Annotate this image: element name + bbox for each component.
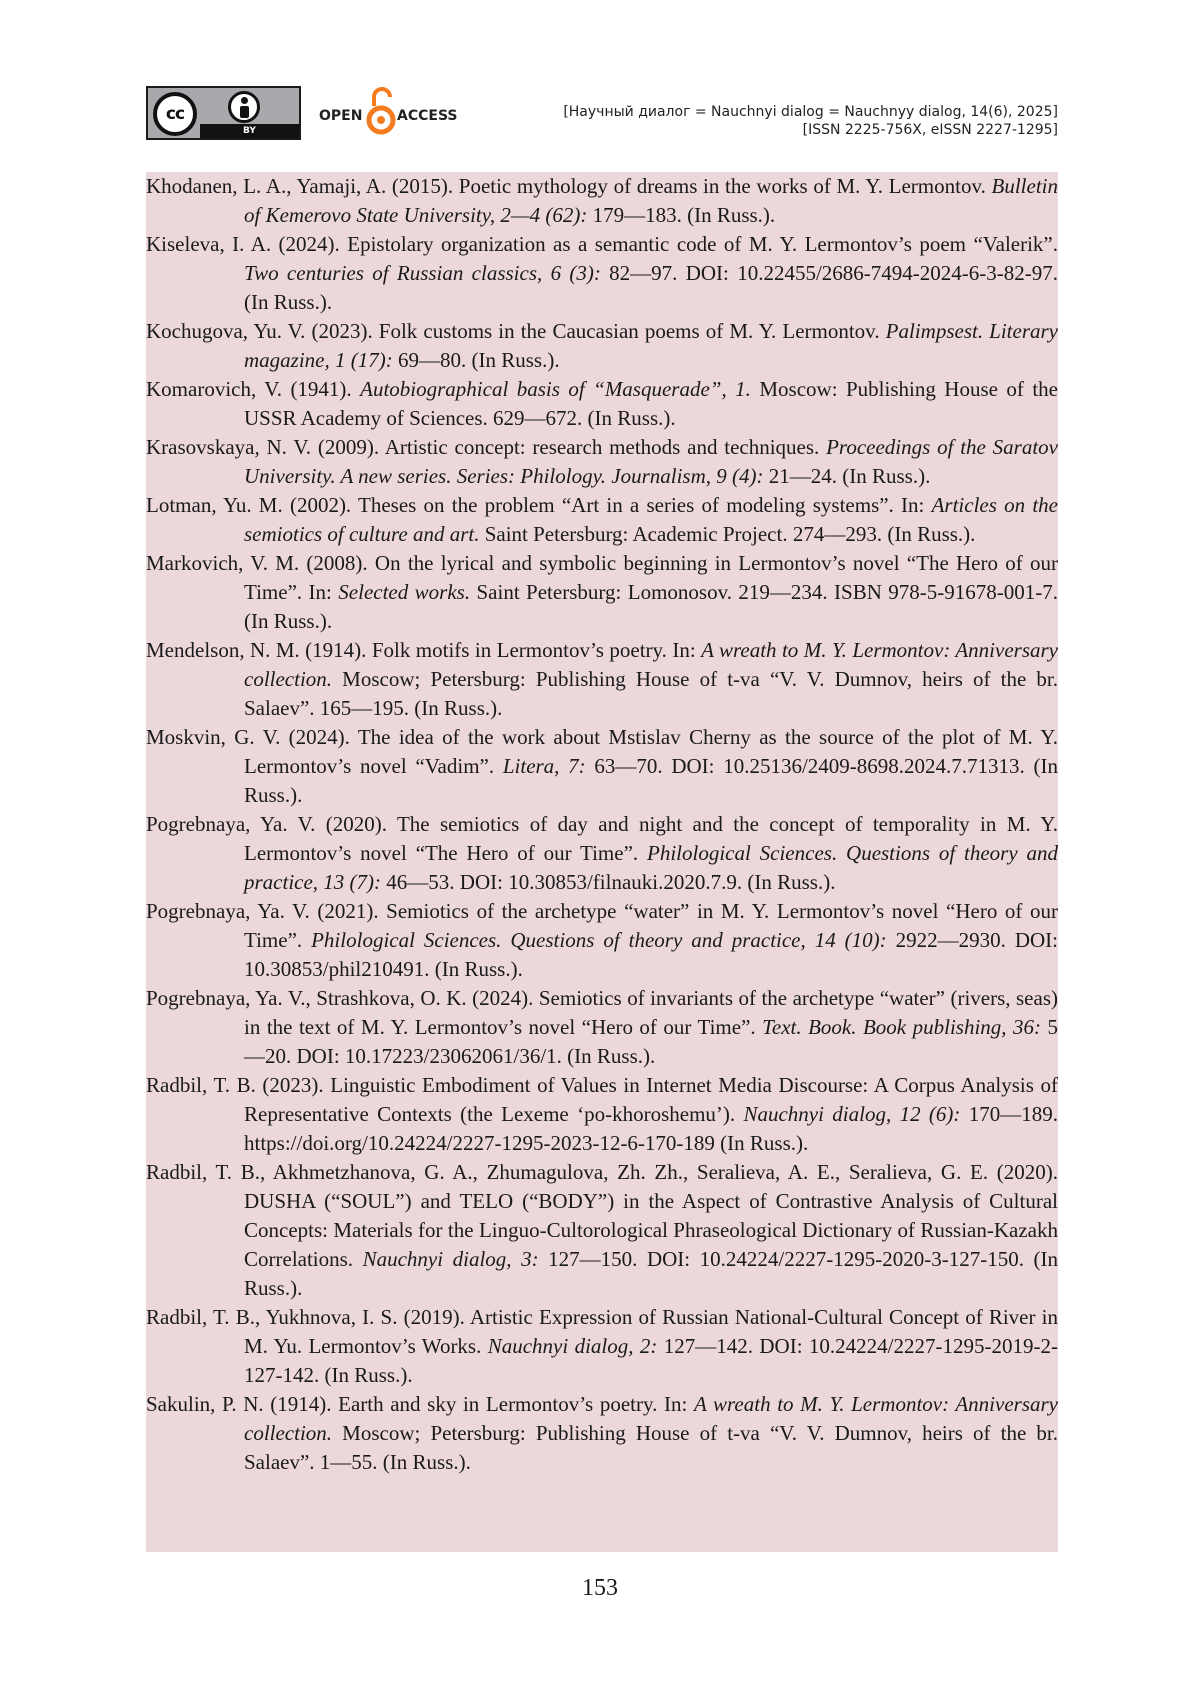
reference-details: Moscow; Petersburg: Publishing House of t-va “V. V. Dumnov, heirs of the br. Salaev”. 165—195. (In Russ.). (244, 667, 1058, 720)
reference-source: Palimpsest. Literary magazine, 1 (17): (244, 319, 1059, 372)
reference-entry (146, 230, 1058, 317)
reference-source: Autobiographical basis of “Masquerade”, 1. (360, 377, 751, 401)
reference-details: 21—24. (In Russ.). (763, 464, 931, 488)
reference-source: Two centuries of Russian classics, 6 (3): (244, 261, 601, 285)
reference-text: Radbil, T. B., Yukhnova, I. S. (2019). Artistic Expression of Russian National-Cultural Concept of River in M. Yu. Lermontov’s Works. (146, 1305, 1058, 1358)
open-access-open-label: OPEN (319, 108, 363, 124)
reference-text: Lotman, Yu. M. (2002). Theses on the problem “Art in a series of modeling systems”. In: (146, 493, 932, 517)
reference-entry (146, 433, 1058, 491)
by-label: BY (200, 124, 299, 138)
reference-entry (146, 723, 1058, 810)
page-header (146, 86, 1058, 146)
reference-entry (146, 491, 1058, 549)
open-access-access-label: ACCESS (397, 108, 458, 124)
reference-source: Text. Book. Book publishing, 36: (762, 1015, 1042, 1039)
reference-details: Saint Petersburg: Lomonosov. 219—234. ISBN 978-5-91678-001-7. (In Russ.). (244, 580, 1058, 633)
reference-source: Litera, 7: (502, 754, 586, 778)
reference-details: Moscow: Publishing House of the USSR Academy of Sciences. 629—672. (In Russ.). (244, 377, 1058, 430)
reference-text: Sakulin, P. N. (1914). Earth and sky in Lermontov’s poetry. In: (146, 1392, 694, 1416)
reference-source: A wreath to M. Y. Lermontov: Anniversary collection. (244, 638, 1058, 691)
reference-details: 63—70. DOI: 10.25136/2409-8698.2024.7.71313. (In Russ.). (244, 754, 1058, 807)
reference-entry (146, 1303, 1058, 1390)
reference-text: Markovich, V. M. (2008). On the lyrical and symbolic beginning in Lermontov’s novel “The Hero of our Time”. In: (146, 551, 1058, 604)
reference-entry (146, 1390, 1058, 1477)
reference-text: Radbil, T. B. (2023). Linguistic Embodiment of Values in Internet Media Discourse: A Corpus Analysis of Representative Contexts (the Lexeme ‘po-khoroshemu’). (146, 1073, 1058, 1126)
reference-source: Nauchnyi dialog, 12 (6): (743, 1102, 961, 1126)
reference-entry (146, 1158, 1058, 1303)
reference-entry (146, 375, 1058, 433)
reference-entry (146, 897, 1058, 984)
reference-entry (146, 810, 1058, 897)
creative-commons-icon: cc (153, 92, 197, 136)
reference-text: Pogrebnaya, Ya. V., Strashkova, O. K. (2024). Semiotics of invariants of the archetype “water” (rivers, seas) in the text of M. Y. Lermontov’s novel “Hero of our Time”. (146, 986, 1058, 1039)
reference-source: A wreath to M. Y. Lermontov: Anniversary collection. (244, 1392, 1058, 1445)
reference-details: 179—183. (In Russ.). (587, 203, 776, 227)
page-number: 153 (582, 1575, 618, 1601)
reference-source: Philological Sciences. Questions of theory and practice, 13 (7): (244, 841, 1058, 894)
reference-text: Moskvin, G. V. (2024). The idea of the work about Mstislav Cherny as the source of the plot of M. Y. Lermontov’s novel “Vadim”. (146, 725, 1058, 778)
reference-details: 46—53. DOI: 10.30853/filnauki.2020.7.9. (In Russ.). (381, 870, 836, 894)
reference-text: Khodanen, L. A., Yamaji, A. (2015). Poetic mythology of dreams in the works of M. Y. Lermontov. (146, 174, 992, 198)
reference-text: Kochugova, Yu. V. (2023). Folk customs in the Caucasian poems of M. Y. Lermontov. (146, 319, 886, 343)
journal-issn-line: [ISSN 2225-756X, eISSN 2227-1295] (802, 122, 1058, 138)
reference-details: 170—189. https://doi.org/10.24224/2227-1295-2023-12-6-170-189 (In Russ.). (244, 1102, 1058, 1155)
references-list (146, 172, 1058, 1552)
reference-entry (146, 984, 1058, 1071)
reference-source: Articles on the semiotics of culture and art. (244, 493, 1058, 546)
reference-details: 69—80. (In Russ.). (392, 348, 560, 372)
reference-entry (146, 1071, 1058, 1158)
reference-details: 2922—2930. DOI: 10.30853/phil210491. (In Russ.). (244, 928, 1058, 981)
reference-text: Kiseleva, I. A. (2024). Epistolary organization as a semantic code of M. Y. Lermontov’s poem “Valerik”. (146, 232, 1058, 256)
reference-details: 127—150. DOI: 10.24224/2227-1295-2020-3-127-150. (In Russ.). (244, 1247, 1058, 1300)
reference-details: 5—20. DOI: 10.17223/23062061/36/1. (In Russ.). (244, 1015, 1058, 1068)
open-lock-icon (366, 86, 396, 136)
open-access-logo (319, 86, 469, 140)
cc-by-license-badge[interactable] (146, 86, 301, 140)
reference-text: Pogrebnaya, Ya. V. (2020). The semiotics of day and night and the concept of temporality in M. Y. Lermontov’s novel “The Hero of our Time”. (146, 812, 1058, 865)
reference-entry (146, 549, 1058, 636)
journal-title-line: [Научный диалог = Nauchnyi dialog = Nauchnyy dialog, 14(6), 2025] (563, 104, 1058, 120)
reference-details: Moscow; Petersburg: Publishing House of t-va “V. V. Dumnov, heirs of the br. Salaev”. 1—55. (In Russ.). (244, 1421, 1058, 1474)
reference-source: Nauchnyi dialog, 2: (487, 1334, 658, 1358)
reference-entry (146, 172, 1058, 230)
reference-source: Bulletin of Kemerovo State University, 2—4 (62): (244, 174, 1058, 227)
attribution-person-icon (228, 91, 260, 123)
reference-entry (146, 317, 1058, 375)
reference-details: Saint Petersburg: Academic Project. 274—293. (In Russ.). (479, 522, 976, 546)
reference-source: Selected works. (338, 580, 471, 604)
reference-entry (146, 636, 1058, 723)
reference-text: Komarovich, V. (1941). (146, 377, 361, 401)
reference-text: Krasovskaya, N. V. (2009). Artistic concept: research methods and techniques. (146, 435, 827, 459)
reference-text: Mendelson, N. M. (1914). Folk motifs in Lermontov’s poetry. In: (146, 638, 702, 662)
reference-details: 127—142. DOI: 10.24224/2227-1295-2019-2-127-142. (In Russ.). (244, 1334, 1058, 1387)
journal-citation (563, 103, 1058, 139)
reference-text: Radbil, T. B., Akhmetzhanova, G. A., Zhumagulova, Zh. Zh., Seralieva, A. E., Seralieva, G. E. (2020). DUSHA (“SOUL”) and TELO (“BODY”) in the Aspect of Contrastive Analysis of Cultural Concepts: Materials for the Linguo-Cultorological Phraseological Dictionary of Russian-Kazakh Correlations. (146, 1160, 1058, 1271)
reference-source: Philological Sciences. Questions of theory and practice, 14 (10): (311, 928, 887, 952)
reference-text: Pogrebnaya, Ya. V. (2021). Semiotics of the archetype “water” in M. Y. Lermontov’s novel “Hero of our Time”. (146, 899, 1058, 952)
reference-source: Proceedings of the Saratov University. A new series. Series: Philology. Journalism, 9 (4): (244, 435, 1059, 488)
reference-details: 82—97. DOI: 10.22455/2686-7494-2024-6-3-82-97. (In Russ.). (244, 261, 1058, 314)
reference-source: Nauchnyi dialog, 3: (362, 1247, 539, 1271)
